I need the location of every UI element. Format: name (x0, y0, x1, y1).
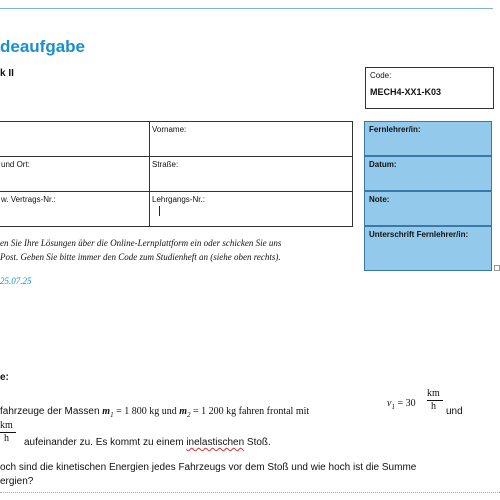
spellcheck-word[interactable]: inelastischen (186, 437, 245, 448)
submission-note (0, 236, 355, 264)
velocity-symbol: v (387, 398, 392, 409)
page-bottom-guide (0, 492, 500, 493)
unit-denominator: h (431, 401, 436, 412)
mass-1-subscript: 1 (110, 411, 114, 419)
task-question-line-1: och sind die kinetischen Energien jedes Fahrzeugs vor dem Stoß und wie hoch ist die Summe (0, 462, 417, 473)
course-number-label: Lehrgangs-Nr.: (152, 195, 205, 204)
code-value: MECH4-XX1-K03 (370, 87, 442, 97)
course-number-field[interactable] (150, 192, 353, 227)
task-question-line-2: ergien? (0, 476, 34, 487)
top-rule (0, 8, 493, 9)
task-paragraph-2 (24, 437, 271, 448)
version-date: 25.07.25 (0, 276, 32, 286)
mass-2-symbol: m (179, 406, 187, 417)
first-name-field[interactable]: Vorname: (150, 122, 353, 157)
task-text: fahrzeuge der Massen (0, 406, 103, 417)
note-line-1: en Sie Ihre Lösungen über die Online-Lernplattform ein oder schicken Sie uns (0, 238, 282, 248)
code-label: Code: (370, 71, 392, 80)
resize-handle[interactable] (494, 265, 500, 271)
name-field[interactable] (0, 122, 150, 157)
code-box (365, 67, 494, 109)
mass-1-symbol: m (102, 406, 111, 417)
note-line-2: Post. Geben Sie bitte immer den Code zum Studienheft an (siehe oben rechts). (0, 252, 281, 262)
velocity-1 (387, 398, 416, 411)
mass-2-value: = 1 200 kg fahren frontal mit (190, 406, 310, 417)
velocity-value: = 30 (394, 398, 416, 409)
postcode-city-field[interactable]: und Ort: (0, 157, 150, 192)
unit-numerator-2: km (0, 420, 13, 431)
task-heading: e: (0, 372, 9, 383)
unit-denominator-2: h (4, 433, 9, 444)
velocity-subscript: 1 (391, 403, 395, 411)
grade-field[interactable]: Note: (364, 191, 492, 226)
page-title: deaufgabe (0, 37, 86, 56)
street-field[interactable]: Straße: (150, 157, 353, 192)
mass-1-value: = 1 800 kg und (113, 406, 180, 417)
tutor-panel (364, 121, 492, 271)
task-paragraph-1 (0, 406, 309, 419)
tutor-signature-field[interactable]: Unterschrift Fernlehrer/in: (364, 226, 492, 271)
task-text: aufeinander zu. Es kommt zu einem (24, 437, 187, 448)
page-subtitle: k II (0, 68, 14, 79)
and-word: und (446, 406, 463, 417)
text-cursor (159, 206, 160, 216)
unit-numerator: km (427, 388, 440, 399)
task-text: Stoß. (244, 437, 271, 448)
date-field[interactable]: Datum: (364, 156, 492, 191)
tutor-field[interactable]: Fernlehrer/in: (364, 121, 492, 156)
personal-data-table (0, 121, 353, 227)
contract-number-field[interactable]: w. Vertrags-Nr.: (0, 192, 150, 227)
mass-2-subscript: 2 (186, 411, 191, 419)
